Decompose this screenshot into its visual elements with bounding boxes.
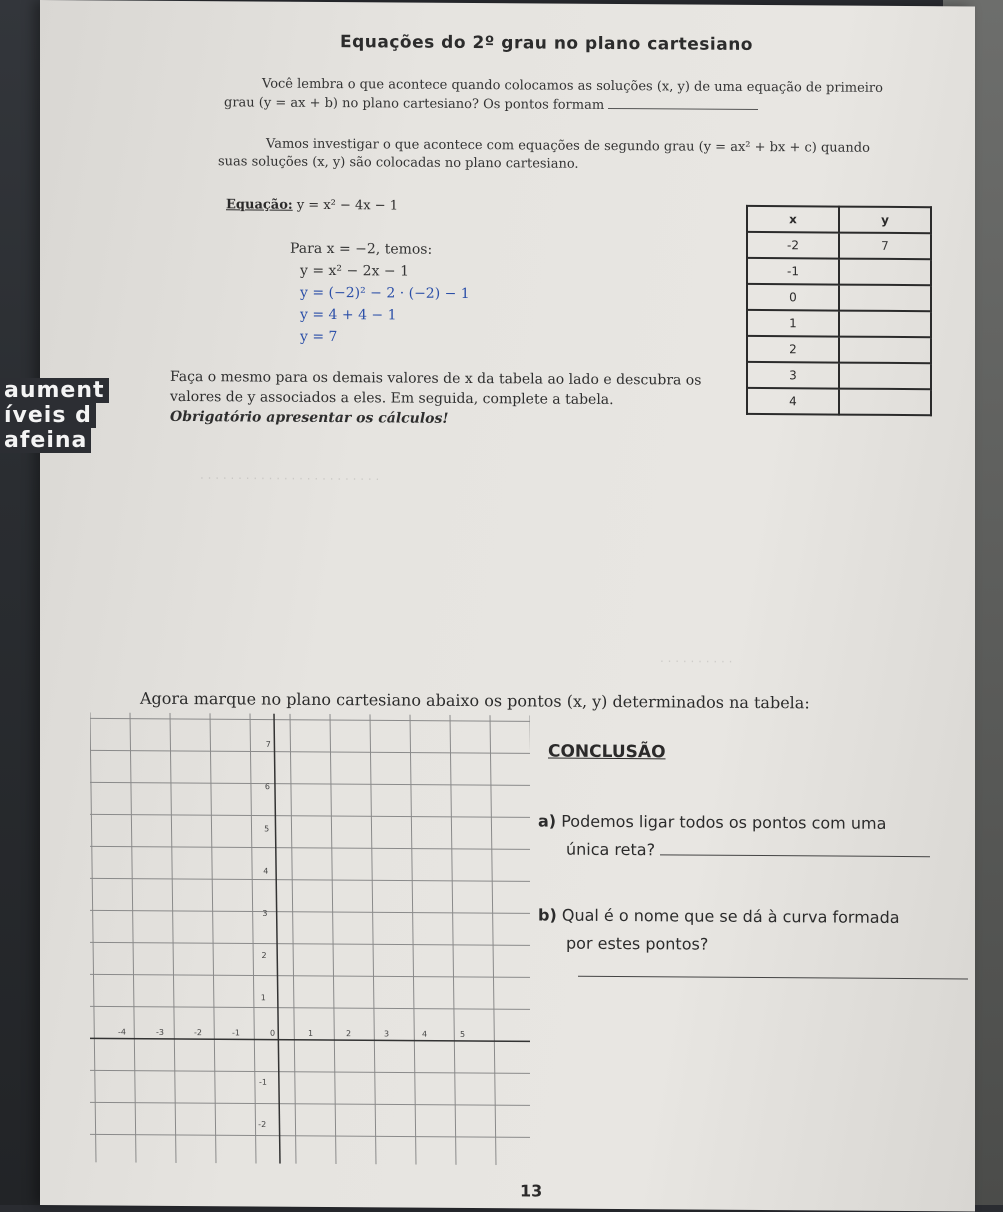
y-tick-label: 7	[265, 739, 271, 749]
equation-expression: y = x² − 4x − 1	[296, 197, 399, 214]
table-cell-x: 2	[747, 336, 839, 363]
table-cell-y[interactable]	[839, 311, 931, 338]
grid-line-horizontal	[90, 782, 530, 785]
x-tick-label: -3	[156, 1027, 164, 1037]
table-cell-x: 3	[747, 362, 839, 389]
grid-line-vertical	[450, 715, 456, 1165]
grid-line-horizontal	[90, 1134, 530, 1137]
worked-line-1: y = x² − 2x − 1	[300, 262, 410, 280]
cartesian-grid[interactable]	[90, 712, 530, 1165]
side-word: afeina	[0, 428, 91, 453]
answer-line-b[interactable]	[578, 962, 968, 980]
y-tick-label: 4	[263, 866, 269, 876]
table-cell-y[interactable]	[839, 285, 931, 312]
grid-line-vertical	[170, 713, 176, 1163]
answer-blank[interactable]	[608, 96, 758, 110]
grid-line-horizontal	[90, 750, 530, 753]
grid-line-vertical	[290, 714, 296, 1164]
y-tick-label: -1	[259, 1077, 268, 1087]
plot-instruction: Agora marque no plano cartesiano abaixo os pontos (x, y) determinados na tabela:	[140, 688, 810, 713]
question-b-line-2: por estes pontos?	[566, 933, 709, 954]
table-cell-x: 1	[747, 310, 839, 337]
table-cell-y[interactable]	[839, 259, 931, 286]
grid-line-horizontal	[90, 1006, 530, 1009]
grid-line-vertical	[330, 714, 336, 1164]
intro-line-2-text: grau (y = ax + b) no plano cartesiano? Os pontos formam	[224, 95, 605, 113]
table-cell-y[interactable]	[839, 337, 931, 364]
question-b-letter: b)	[538, 905, 557, 925]
x-tick-label: 0	[270, 1028, 276, 1038]
answer-line-a[interactable]	[660, 840, 930, 857]
y-tick-label: 1	[260, 993, 266, 1003]
x-tick-label: -4	[118, 1027, 126, 1037]
question-a-letter: a)	[538, 811, 557, 831]
x-tick-label: 5	[460, 1029, 466, 1039]
table-row	[747, 336, 931, 363]
equation-line	[226, 197, 398, 213]
grid-line-vertical	[210, 713, 216, 1163]
grid-line-horizontal	[90, 942, 530, 945]
instructions	[170, 367, 735, 431]
table-cell-x: -1	[747, 258, 839, 285]
y-axis	[274, 714, 280, 1164]
grid-line-horizontal	[90, 910, 530, 913]
worksheet-page	[40, 0, 975, 1212]
x-tick-label: 4	[422, 1029, 428, 1039]
intro-line-3: Vamos investigar o que acontece com equações de segundo grau (y = ax² + bx + c) quando	[266, 136, 870, 156]
equation-label: Equação:	[226, 197, 293, 213]
question-b-line-1: Qual é o nome que se dá à curva formada	[561, 905, 900, 928]
show-through-text: · · · · · · · · · ·	[660, 654, 733, 669]
y-tick-label: 3	[262, 908, 268, 918]
y-tick-label: -2	[258, 1120, 267, 1130]
show-through-text: · · · · · · · · · · · · · · · · · · · · · · · ·	[200, 471, 380, 487]
grid-line-vertical	[490, 715, 496, 1165]
grid-line-horizontal	[90, 846, 530, 849]
page-title: Equações do 2º grau no plano cartesiano	[340, 32, 753, 55]
table-row	[747, 388, 931, 415]
grid-line-vertical	[370, 714, 376, 1164]
x-tick-label: -2	[194, 1028, 202, 1038]
grid-line-vertical	[250, 713, 256, 1163]
x-tick-label: -1	[232, 1028, 240, 1038]
table-cell-x: -2	[747, 232, 839, 259]
table-header-y: y	[839, 207, 931, 234]
table-row	[747, 362, 931, 389]
x-tick-label: 1	[308, 1028, 314, 1038]
question-a-line-2: única reta?	[566, 839, 656, 860]
grid-line-horizontal	[90, 878, 530, 881]
grid-line-vertical	[90, 712, 96, 1162]
table-row	[747, 232, 931, 259]
side-word: aument	[0, 378, 109, 403]
grid-line-horizontal	[90, 1070, 530, 1073]
table-header-x: x	[747, 206, 839, 233]
worked-line-3: y = 4 + 4 − 1	[300, 306, 397, 324]
side-word: íveis d	[0, 403, 96, 428]
table-row	[747, 284, 931, 311]
x-tick-label: 2	[346, 1029, 352, 1039]
intro-line-4: suas soluções (x, y) são colocadas no plano cartesiano.	[218, 154, 579, 172]
table-cell-y[interactable]: 7	[839, 233, 931, 260]
question-a-line-1: Podemos ligar todos os pontos com uma	[561, 811, 887, 833]
worked-example-intro: Para x = −2, temos:	[290, 240, 433, 258]
grid-line-vertical	[130, 713, 136, 1163]
table-cell-x: 4	[747, 388, 839, 415]
question-a	[538, 807, 930, 866]
intro-line-2	[224, 93, 758, 116]
grid-line-vertical	[410, 715, 416, 1165]
conclusion-heading: CONCLUSÃO	[548, 741, 666, 763]
instructions-text: Faça o mesmo para os demais valores de x da tabela ao lado e descubra os valores de y associados a eles. Em seguida, complete a tabela.	[170, 368, 702, 409]
table-cell-y[interactable]	[839, 363, 931, 390]
table-row	[747, 258, 931, 285]
x-tick-label: 3	[384, 1029, 390, 1039]
page-number: 13	[520, 1181, 543, 1201]
intro-line-1: Você lembra o que acontece quando colocamos as soluções (x, y) de uma equação de primeiro	[262, 76, 883, 96]
grid-line-horizontal	[90, 814, 530, 817]
y-tick-label: 2	[261, 951, 267, 961]
y-tick-label: 5	[264, 824, 270, 834]
table-row	[747, 310, 931, 337]
worked-line-4: y = 7	[300, 328, 338, 346]
table-cell-y[interactable]	[839, 389, 931, 416]
values-table	[746, 205, 932, 416]
y-tick-label: 6	[264, 782, 271, 792]
grid-line-horizontal	[90, 718, 530, 721]
worked-line-2: y = (−2)² − 2 · (−2) − 1	[300, 284, 470, 302]
table-cell-x: 0	[747, 284, 839, 311]
instructions-required: Obrigatório apresentar os cálculos!	[170, 408, 449, 427]
grid-line-horizontal	[90, 974, 530, 977]
question-b	[538, 901, 968, 988]
grid-line-horizontal	[90, 1102, 530, 1105]
worked-example	[290, 238, 470, 349]
